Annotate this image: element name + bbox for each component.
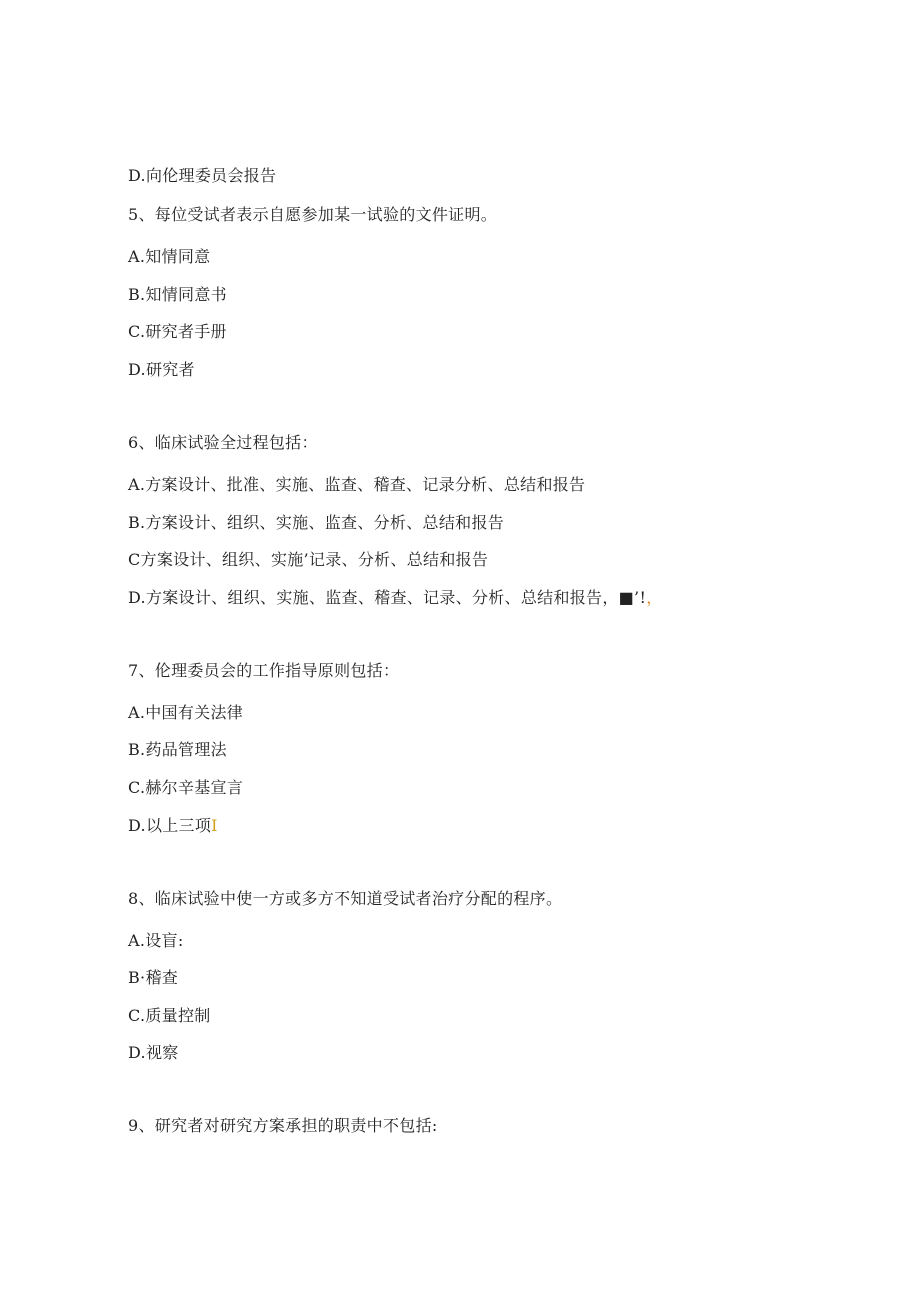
question-7-option-d-mark: I	[211, 816, 218, 835]
question-7-option-d-text: D.以上三项	[128, 816, 212, 835]
question-7-option-d	[128, 816, 218, 836]
prev-question-option-d: D.向伦理委员会报告	[128, 166, 277, 185]
question-7-stem: 7、伦理委员会的工作指导原则包括：	[128, 661, 400, 680]
question-6-option-d-mark: ，	[646, 588, 663, 607]
question-6-option-c: C方案设计、组织、实施’记录、分析、总结和报告	[128, 550, 489, 569]
question-5-stem: 5、每位受试者表示自愿参加某一试验的文件证明。	[128, 205, 498, 224]
question-6-option-b: B.方案设计、组织、实施、监查、分析、总结和报告	[128, 513, 505, 532]
question-5-option-a: A.知情同意	[128, 247, 211, 266]
question-5-option-b: B.知情同意书	[128, 285, 227, 304]
question-5-option-d: D.研究者	[128, 360, 195, 379]
question-8-option-c: C.质量控制	[128, 1006, 211, 1025]
question-7-option-a: A.中国有关法律	[128, 703, 244, 722]
question-6-option-a: A.方案设计、批准、实施、监查、稽查、记录分析、总结和报告	[128, 475, 586, 494]
question-5-option-c: C.研究者手册	[128, 322, 227, 341]
question-8-stem: 8、临床试验中使一方或多方不知道受试者治疗分配的程序。	[128, 889, 563, 908]
question-8-option-b: B·稽查	[128, 968, 179, 987]
question-6-stem: 6、临床试验全过程包括：	[128, 433, 318, 452]
question-9-stem: 9、研究者对研究方案承担的职责中不包括:	[128, 1116, 438, 1135]
question-6-option-d-text: D.方案设计、组织、实施、监查、稽查、记录、分析、总结和报告，■’!	[128, 588, 647, 607]
question-8-option-d: D.视察	[128, 1043, 179, 1062]
question-7-option-b: B.药品管理法	[128, 740, 227, 759]
question-8-option-a: A.设盲:	[128, 931, 184, 950]
question-6-option-d	[128, 588, 663, 608]
question-7-option-c: C.赫尔辛基宣言	[128, 778, 244, 797]
